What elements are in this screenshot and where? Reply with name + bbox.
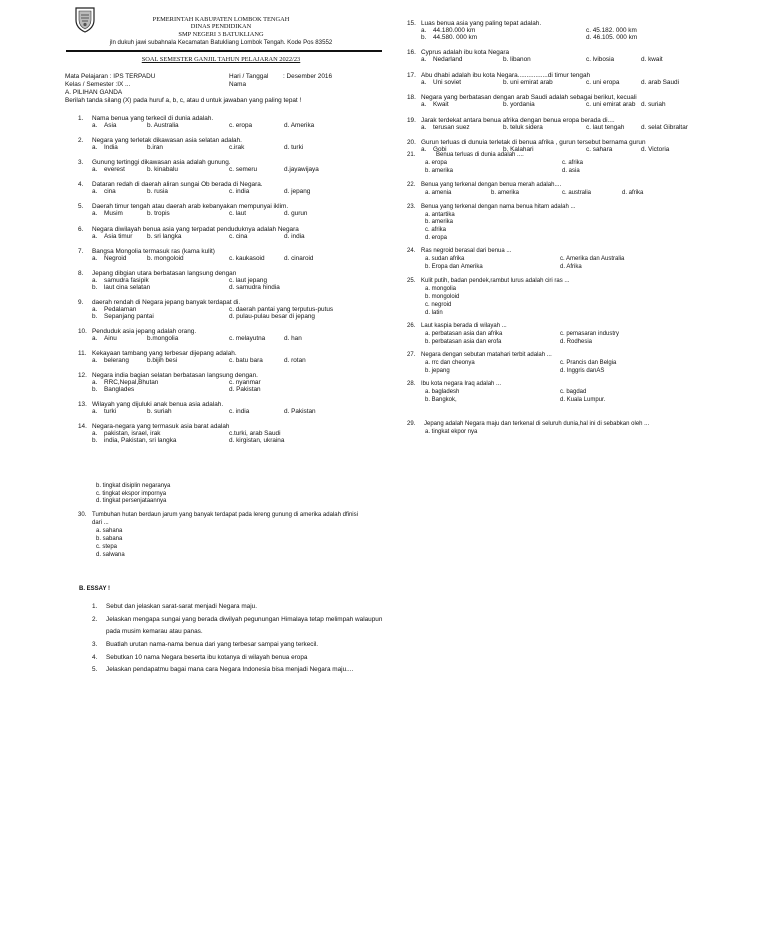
option-b: b. perbatasan asia dan erofa <box>425 339 502 345</box>
essay-question-text: Sebutkan 10 nama Negara beserta ibu kotanya di wilayah benua eropa <box>106 654 308 661</box>
essay-question-text: Sebut dan jelaskan sarat-sarat menjadi Negara maju. <box>106 603 257 610</box>
option-letter: b. <box>92 437 98 445</box>
option-fourth: d. kwait <box>641 56 663 64</box>
option-fourth: d. jepang <box>284 188 311 196</box>
option-letter: a. <box>92 276 98 284</box>
option-first: 44.580. 000 km <box>433 34 478 41</box>
option-fourth: d. gurun <box>284 210 308 218</box>
option-first: Kwait <box>433 101 449 109</box>
question-number: 6. <box>78 225 84 233</box>
option-a: a. rrc dan cheonya <box>425 360 475 366</box>
option-first: samudra fasipik <box>104 276 149 284</box>
option-first: Asia timur <box>104 232 133 240</box>
question-text: Negara india bagian selatan berbatasan langsung dengan. <box>92 372 258 380</box>
option-second: b. teluk sidera <box>503 123 543 131</box>
essay-title: B. ESSAY ! <box>79 586 111 592</box>
option-c: c. Prancis dan Belgia <box>560 360 617 366</box>
option-letter: a. <box>421 27 427 34</box>
option-letter: a. <box>92 305 98 313</box>
option-fourth: d. cinaroid <box>284 254 314 262</box>
option-letter: a. <box>92 357 98 364</box>
option-c: c. afrika <box>425 227 447 233</box>
question-text: Abu dhabi adalah ibu kota Negara.................di timur tengah <box>421 71 591 79</box>
essay-number: 5. <box>92 666 98 673</box>
name-label: Nama <box>229 81 247 88</box>
option-third: c.turki, arab Saudi <box>229 430 281 438</box>
question-number: 10. <box>78 327 87 335</box>
option-letter: b. <box>92 283 98 291</box>
option-letter: a. <box>92 430 98 438</box>
question-text: Nama benua yang terkecil di dunia adalah. <box>92 115 214 122</box>
option-first: Asia <box>104 122 117 129</box>
option-letter: a. <box>92 166 98 174</box>
option-third: c.irak <box>229 144 245 152</box>
essay-question-text: Buatlah urutan nama-nama benua dari yang terbesar sampai yang terkecil. <box>106 641 319 648</box>
question-number: 27. <box>407 352 416 358</box>
option-fourth: d. arab Saudi <box>641 78 680 86</box>
option-fourth: d. suriah <box>641 101 666 109</box>
question-text: daerah rendah di Negara jepang banyak terdapat di. <box>92 298 241 306</box>
option-fourth: d. Amerika <box>284 122 315 129</box>
option-third: c. melayutna <box>229 334 266 342</box>
question-number: 9. <box>78 298 84 306</box>
essay-number: 1. <box>92 603 98 610</box>
question-text: Ras negroid berasal dari benua ... <box>421 248 512 254</box>
option-first: Sepanjang pantai <box>104 312 154 320</box>
option-third: c. laut tengah <box>586 123 625 131</box>
option-first: india, Pakistan, sri langka <box>104 437 177 445</box>
question-text: Negara yang terletak dikawasan asia selatan adalah. <box>92 137 242 145</box>
question-number: 26. <box>407 323 416 329</box>
option-third: c. nyanmar <box>229 379 261 387</box>
question-number: 2. <box>78 137 84 145</box>
option-fourth: d. india <box>284 232 305 240</box>
option-a: a. antartika <box>425 212 455 218</box>
option-third: c. laut <box>229 210 247 218</box>
option-first: everest <box>104 166 125 174</box>
option-third: c. kaukasoid <box>229 254 265 262</box>
option-d: d. Kuala Lumpur. <box>560 397 606 403</box>
option-a: a. mongolia <box>425 286 457 292</box>
option-second: b.bijih besi <box>147 357 178 364</box>
option-b: b. mongoloid <box>425 294 460 300</box>
option-first: Pedalaman <box>104 305 137 313</box>
question-text: Benua yang terkenal dengan nama benua hitam adalah ... <box>421 204 576 210</box>
option-first: turki <box>104 408 117 416</box>
question-text: Penduduk asia jepang adalah orang. <box>92 327 197 335</box>
question-number: 25. <box>407 278 416 284</box>
question-number: 23. <box>407 204 416 210</box>
option-c: c. stepa <box>96 544 118 550</box>
date-value: : Desember 2016 <box>283 73 333 80</box>
option-third: d. pulau-pulau besar di jepang <box>229 312 315 320</box>
question-text: Gurun terluas di dunuia terletak di benua afrika , gurun tersebut bernama gurun <box>421 139 646 146</box>
option-letter: a. <box>421 56 427 64</box>
option-second: b. suriah <box>147 408 172 416</box>
option-first: 44.180.000 km <box>433 27 476 34</box>
option-letter: a. <box>92 210 98 218</box>
question-number: 3. <box>78 159 84 167</box>
option-b: b. amerika <box>425 219 454 225</box>
option-first: Ainu <box>104 334 117 342</box>
option-second: b. yordania <box>503 101 535 109</box>
option-d: d. Rodhesia <box>560 339 593 345</box>
question-number: 8. <box>78 269 84 277</box>
option-second: b. Australia <box>147 122 179 129</box>
question-text: Luas benua asia yang paling tepat adalah. <box>421 20 542 27</box>
question-text: Dataran redah di daerah aliran sungai Ob berada di Negara. <box>92 181 263 189</box>
exam-title: SOAL SEMESTER GANJIL TAHUN PELAJARAN 2022/23 <box>141 56 301 63</box>
option-c: c. Amerika dan Australia <box>560 256 625 262</box>
essay-number: 4. <box>92 654 98 661</box>
option-a: a. sahana <box>96 528 123 534</box>
option-d: d. afrika <box>622 190 644 196</box>
question-text: Kulit putih, badan pendek,rambut lurus adalah ciri ras ... <box>421 278 570 284</box>
option-third: c. lvibosia <box>586 56 615 64</box>
option-letter: a. <box>92 232 98 240</box>
question-text: Benua terluas di dunia adalah .... <box>436 152 524 158</box>
option-second: b. Kalahari <box>503 146 534 153</box>
question-number: 1. <box>78 115 84 122</box>
question-text: Bangsa Mongolia termasuk ras (kama kulit) <box>92 247 215 255</box>
question-text: Cyprus adalah ibu kota Negara <box>421 49 510 57</box>
header-line-address: jln dukuh jawi subahnala Kecamatan Batukliang Lombok Tengah. Kode Pos 83552 <box>109 39 333 46</box>
option-a: a. amenia <box>425 190 452 196</box>
question-number: 30. <box>78 512 87 518</box>
option-second: b.mongolia <box>147 334 179 342</box>
header-line-school: SMP NEGERI 3 BATUKLIANG <box>178 31 264 38</box>
option-b: b. amerika <box>425 168 454 174</box>
option-first: Gobi <box>433 146 447 153</box>
option-first: cina <box>104 188 116 196</box>
option-third: c. sahara <box>586 146 613 153</box>
question-number: 15. <box>407 20 416 27</box>
question-number: 14. <box>78 423 87 431</box>
option-d: d. asia <box>562 168 580 174</box>
question-number: 16. <box>407 49 416 57</box>
option-a: a. eropa <box>425 160 448 166</box>
essay-question-text: Jelaskan mengapa sungai yang berada diwilyah pegunungan Himalaya tetap melimpah walaupun <box>106 616 383 623</box>
class-label: Kelas / Semester :IX ... <box>65 81 131 88</box>
essay-number: 3. <box>92 641 98 648</box>
option-letter: a. <box>92 122 98 129</box>
option-letter: a. <box>421 101 427 109</box>
option-first: Banglades <box>104 386 135 394</box>
option-fourth: d. Victoria <box>641 146 670 153</box>
option-a: a. bagladesh <box>425 389 460 395</box>
option-first: Musim <box>104 210 123 218</box>
option-third: d. kirgistan, ukraina <box>229 437 285 445</box>
option-b: b. jepang <box>425 368 450 374</box>
question-text: Tumbuhan hutan berdaun jarum yang banyak terdapat pada lereng gunung di amerika adalah dfinisi <box>92 512 358 518</box>
option-fourth: d. han <box>284 334 302 342</box>
option-third: c. semeru <box>229 166 258 174</box>
option-first: pakistan, israel, irak <box>104 430 161 438</box>
question-number: 7. <box>78 247 84 255</box>
question-number: 11. <box>78 350 87 357</box>
option-third: c. 45.182. 000 km <box>586 27 637 34</box>
instruction-text: Berilah tanda silang (X) pada huruf a, b, c, atau d untuk jawaban yang paling tepat ! <box>65 97 302 104</box>
question-number: 12. <box>78 372 87 380</box>
option-third: c. laut jepang <box>229 276 268 284</box>
question-text: Ibu kota negara Iraq adalah ... <box>421 381 502 387</box>
question-text: Gunung tertinggi dikawasan asia adalah gunung. <box>92 159 231 167</box>
question-text: Wilayah yang dijuluki anak benua asia adalah. <box>92 401 224 409</box>
option-letter: a. <box>92 144 98 152</box>
option-letter: b. <box>92 386 98 394</box>
option-letter: a. <box>92 379 98 387</box>
option-second: b. kinabalu <box>147 166 178 174</box>
option-letter: b. <box>421 34 427 41</box>
option-d: d. eropa <box>425 235 448 241</box>
essay-question-text: Jelaskan pendapatmu bagai mana cara Negara Indonesia bisa menjadi Negara maju.... <box>106 666 354 673</box>
question-number: 29. <box>407 421 416 427</box>
option-fourth: d. selat Gibraltar <box>641 123 688 131</box>
option-third: c. uni eropa <box>586 78 620 86</box>
question-text: Jepang adalah Negara maju dan terkenal di seluruh dunia,hal ini di sebabkan oleh ... <box>424 421 650 427</box>
date-label: Hari / Tanggal <box>229 73 269 80</box>
option-a: a. perbatasan asia dan afrika <box>425 331 503 337</box>
option-b: b. Bangkok, <box>425 397 457 403</box>
option-second: b. mongoloid <box>147 254 184 262</box>
option-third: d. 46.105. 000 km <box>586 34 638 41</box>
option-b: b. tingkat disiplin negaranya <box>96 483 171 489</box>
option-d: d. Afrika <box>560 264 582 270</box>
option-c: c. pemasaran industry <box>560 331 620 337</box>
option-fourth: d. turki <box>284 144 304 152</box>
question-number: 13. <box>78 401 87 409</box>
option-b: b. amerika <box>491 190 520 196</box>
option-fourth: d. rotan <box>284 357 306 364</box>
option-first: India <box>104 144 118 152</box>
option-third: c. india <box>229 408 250 416</box>
option-letter: a. <box>421 146 427 153</box>
option-c: c. tingkat ekspor impornya <box>96 491 167 497</box>
option-third: c. batu bara <box>229 357 263 364</box>
option-second: b.iran <box>147 144 163 152</box>
option-third: d. samudra hindia <box>229 283 280 291</box>
option-letter: a. <box>421 78 427 86</box>
option-d: d. latin <box>425 310 443 316</box>
option-d: d. Inggris danAS <box>560 368 605 374</box>
option-third: c. cina <box>229 232 248 240</box>
question-number: 24. <box>407 248 416 254</box>
essay-question-text: pada musim kemarau atau panas. <box>106 628 203 635</box>
option-c: c. negroid <box>425 302 452 308</box>
header-rule <box>66 50 382 52</box>
option-b: b. sabana <box>96 536 123 542</box>
option-second: b. rusia <box>147 188 168 196</box>
question-text: Negara dengan sebutan matahari terbit adalah ... <box>421 352 552 358</box>
question-text: Negara diwilayah benua asia yang terpadat penduduknya adalah Negara <box>92 225 299 233</box>
question-number: 20. <box>407 139 416 146</box>
question-number: 28. <box>407 381 416 387</box>
question-text: Benua yang terkenal dengan benua merah adalah.... <box>421 182 562 188</box>
option-first: RRC,Nepal,Bhutan <box>104 379 159 387</box>
question-number: 5. <box>78 203 84 211</box>
question-text-continued: dari ... <box>92 520 109 526</box>
question-text: Jarak terdekat antara benua afrika dengan benua eropa berada di.... <box>421 116 615 124</box>
option-third: d. Pakistan <box>229 386 261 394</box>
option-c: c. afrika <box>562 160 584 166</box>
option-first: laut cina selatan <box>104 283 151 291</box>
option-a: a. tingkat ekpor nya <box>425 429 478 435</box>
header-line-department: DINAS PENDIDIKAN <box>190 23 252 30</box>
question-text: Negara-negara yang termasuk asia barat adalah <box>92 423 230 431</box>
option-fourth: d. Pakistan <box>284 408 316 416</box>
option-letter: a. <box>92 408 98 416</box>
option-b: b. Eropa dan Amerika <box>425 264 483 270</box>
option-a: a. sudan afrika <box>425 256 465 262</box>
essay-number: 2. <box>92 616 98 623</box>
question-text: Jepang dibgian utara berbatasan langsung dengan <box>92 269 237 277</box>
option-third: c. eropa <box>229 122 253 129</box>
question-text: Laut kaspia berada di wilayah ... <box>421 323 507 329</box>
option-letter: a. <box>92 334 98 342</box>
option-first: terusan suez <box>433 123 470 131</box>
question-number: 21. <box>407 152 416 158</box>
option-fourth: d.jayawijaya <box>284 166 319 174</box>
question-number: 19. <box>407 116 416 124</box>
option-c: c. bagdad <box>560 389 587 395</box>
question-number: 18. <box>407 94 416 102</box>
option-second: b. libanon <box>503 56 531 64</box>
option-second: b. tropis <box>147 210 170 218</box>
question-text: Negara yang berbatasan dengan arab Saudi adalah sebagai berikut, kecuali <box>421 94 637 102</box>
option-letter: b. <box>92 312 98 320</box>
option-d: d. tingkat persenjataannya <box>96 498 167 504</box>
header-line-government: PEMERINTAH KABUPATEN LOMBOK TENGAH <box>152 16 290 23</box>
option-third: c. india <box>229 188 250 196</box>
section-label: A. PILIHAN GANDA <box>65 89 123 96</box>
question-text: Kekayaan tambang yang terbesar dijepang adalah. <box>92 350 237 357</box>
option-letter: a. <box>92 188 98 196</box>
option-first: Uni soviet <box>433 78 462 86</box>
option-c: c. australia <box>562 190 592 196</box>
question-text: Daerah timur tengah atau daerah arab kebanyakan mempunyai iklim. <box>92 203 289 211</box>
option-third: c. uni emirat arab <box>586 101 636 109</box>
question-number: 4. <box>78 181 84 189</box>
option-first: Negroid <box>104 254 127 262</box>
option-first: belerang <box>104 357 129 364</box>
option-letter: a. <box>421 123 427 131</box>
option-letter: a. <box>92 254 98 262</box>
option-third: c. daerah pantai yang terputus-putus <box>229 305 334 313</box>
option-d: d. salwana <box>96 552 125 558</box>
question-number: 22. <box>407 182 416 188</box>
option-second: b. uni emirat arab <box>503 78 553 86</box>
option-first: Nedarland <box>433 56 463 64</box>
option-second: b. sri langka <box>147 232 182 240</box>
question-number: 17. <box>407 71 416 79</box>
subject-label: Mata Pelajaran : IPS TERPADU <box>65 73 156 80</box>
